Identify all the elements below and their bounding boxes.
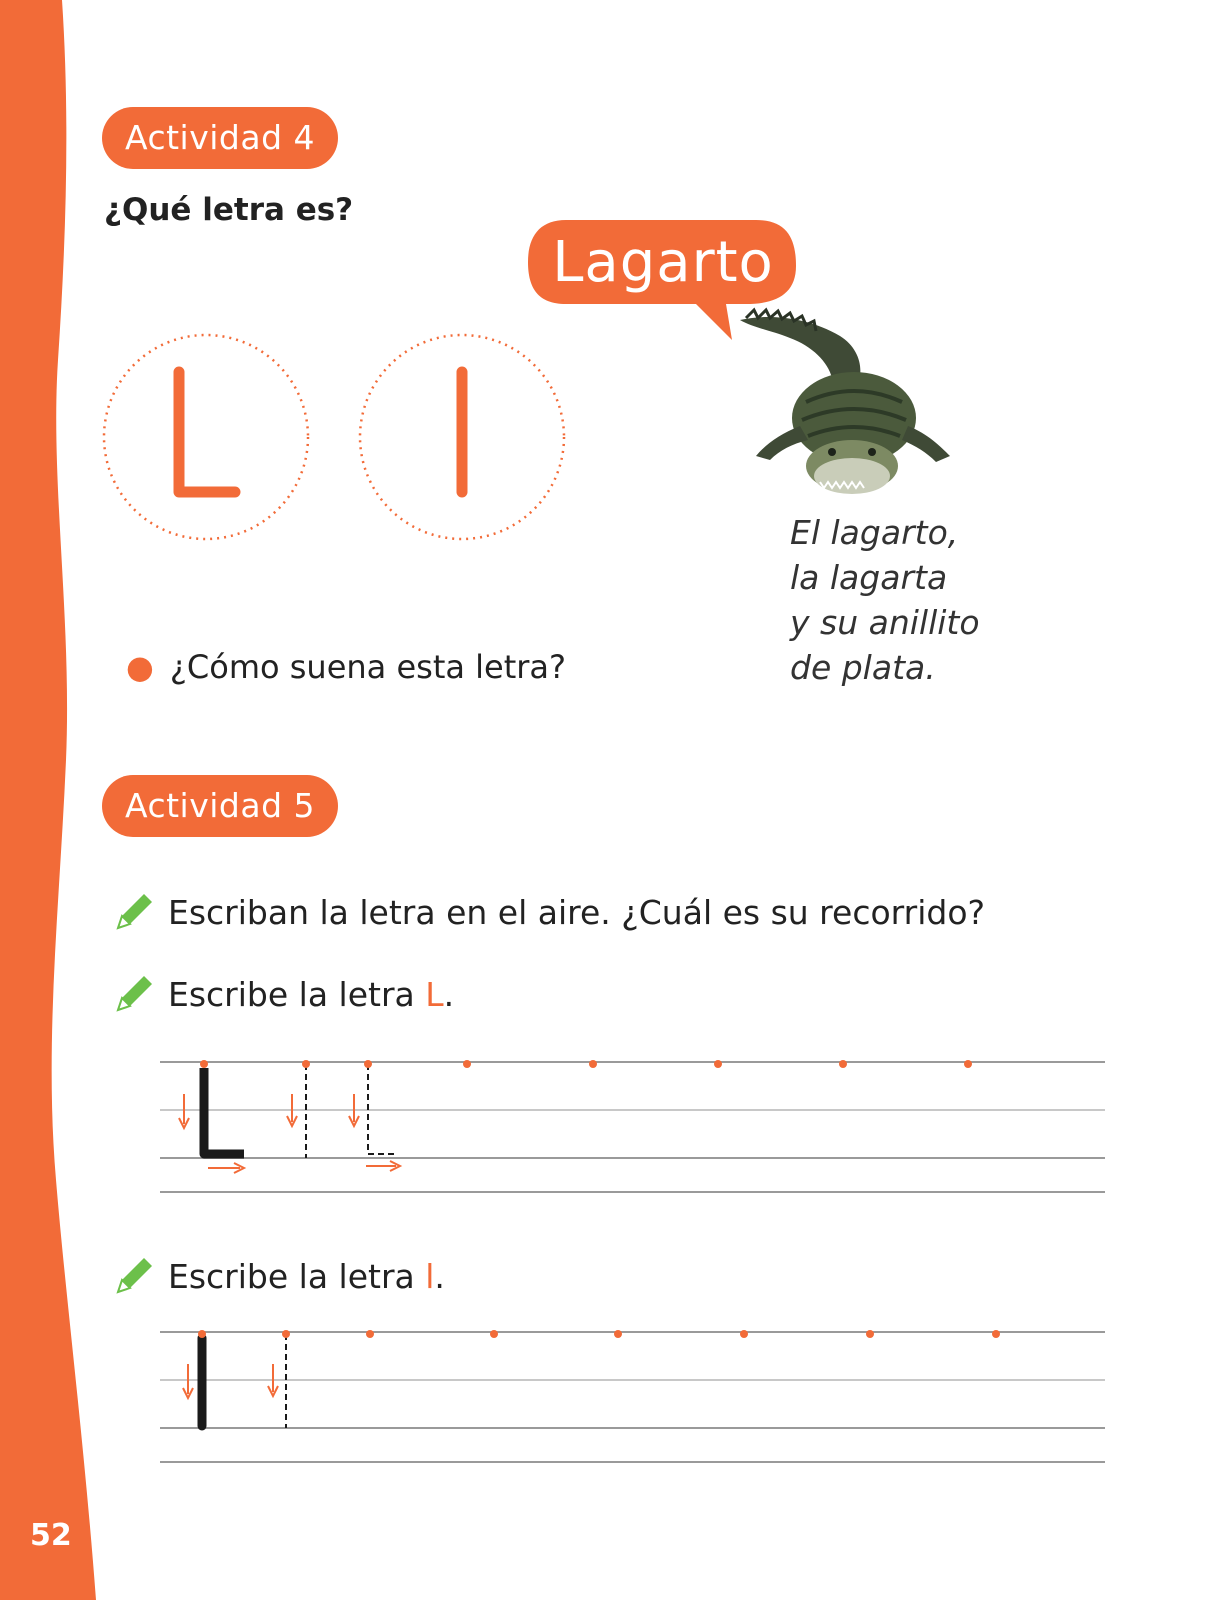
- poem-line: de plata.: [790, 648, 936, 687]
- pencil-icon: [112, 1254, 156, 1298]
- uppercase-circle: [104, 335, 308, 539]
- pencil-icon: [112, 972, 156, 1016]
- side-strip: [0, 0, 110, 1600]
- page-number: 52: [30, 1518, 72, 1553]
- instruction-write-lowercase: Escribe la letra l.: [112, 1254, 445, 1298]
- instruction-air-writing: Escriban la letra en el aire. ¿Cuál es su recorrido?: [112, 890, 985, 934]
- poem-line: y su anillito: [790, 603, 980, 642]
- poem-line: El lagarto,: [790, 513, 959, 552]
- activity-4-badge: Actividad 4: [102, 107, 338, 169]
- sound-question: ● ¿Cómo suena esta letra?: [126, 648, 567, 686]
- instruction-write-uppercase: Escribe la letra L.: [112, 972, 454, 1016]
- writing-lines-lowercase[interactable]: [160, 1320, 1110, 1470]
- highlighted-letter: l: [425, 1256, 435, 1296]
- pencil-icon: [112, 890, 156, 934]
- uppercase-l-glyph: [179, 372, 235, 492]
- activity-5-badge: Actividad 5: [102, 775, 338, 837]
- highlighted-letter: L: [425, 974, 444, 1014]
- poem: [790, 510, 980, 690]
- bullet-icon: ●: [126, 648, 154, 686]
- letter-circles: [102, 332, 582, 544]
- crocodile-image: [736, 306, 968, 496]
- poem-line: la lagarta: [790, 558, 948, 597]
- bubble-word: Lagarto: [552, 230, 774, 295]
- writing-lines-uppercase[interactable]: [160, 1050, 1110, 1200]
- letter-question: ¿Qué letra es?: [104, 192, 354, 228]
